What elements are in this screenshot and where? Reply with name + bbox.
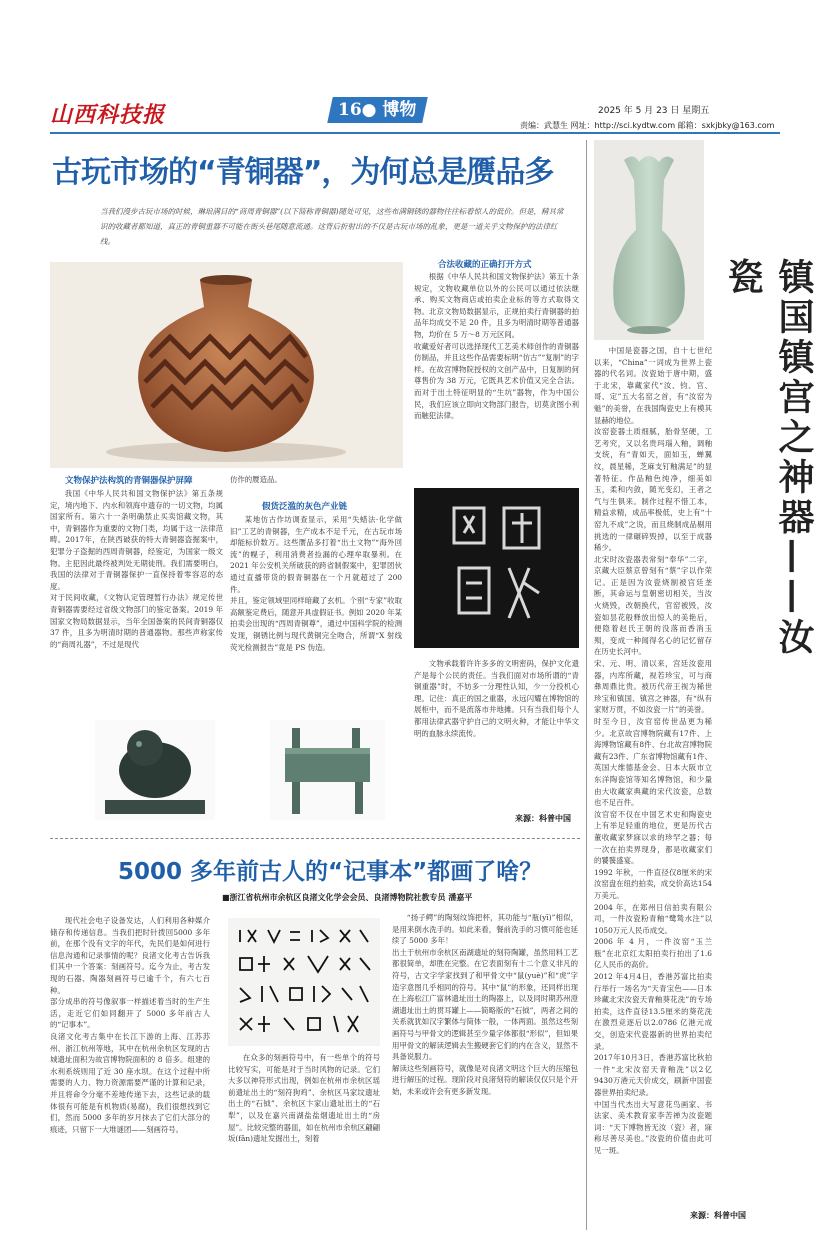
inscription-rubbing-photo <box>414 488 579 648</box>
editor-info: 责编：武慧生 网址：http://sci.kydtw.com 邮箱：sxkjbky@163.com <box>520 121 775 130</box>
bottom-top-rule <box>50 838 580 840</box>
pottery-vessel-photo <box>50 262 403 468</box>
section-heading-law: 文物保护法构筑的青铜器保护屏障 <box>65 476 193 486</box>
issue-date: 2025 年 5 月 23 日 星期五 <box>598 106 710 116</box>
symbol-chart-photo <box>228 918 380 1046</box>
right-article-body: 中国是瓷器之国，自十七世纪以来，“China”一词成为世界上瓷器的代名词。汝瓷始于唐中期，盛于北宋，靠藏家代“汝、钧、官、哥、定”五大名窑之首，有“汝窑为魁”的美誉，在我国陶瓷史上有模其显赫的地位。 汝窑瓷器土质细腻，胎骨坚硬，工艺考究，又以名贵玛瑙入釉，调釉支统，有“青如天，面如玉，蝉翼纹，晨星稀，芝麻支钉釉满足”的显著特征。作品釉色纯净，细美如玉，柔和内敛，随光变幻，王者之气与生俱来。制作过程不惜工本，精益求精，成品率极低，史上有“十窑九不成”之说，而且烧制成品剔用挑选的一律碾碎毁掉，以至于成器稀少。 北宋时汝瓷器表常刻“奉华”二字，京藏大臣蔡京曾刻有“蔡”字以作荣记。正是因为汝瓷烧制被宫廷垄断，其命运与皇朝密切相关，当汝火烧毁，改朝换代，官窑被毁，汝瓷如昙花般释放出惊人的美艳后，便隐着赵氏王朝的没落而香消玉殒，变成一种闻得名心的记忆留存在历史长河中。 宋、元、明、清以来，宫廷汝瓷用器，内库所藏，视若珍宝，可与商彝周鼎比贵。被历代帝王视为稀世珍宝和镇国、镇宫之神器，有“纵有家财万贯，不如汝瓷一片”的美誉。 时至今日，汝官窑传世品更为稀少。北京故宫博物院藏有17件、上海博物馆藏有8件、台北故宫博物院藏有23件、广东省博物馆藏有1件、英国大维德基金会、日本大阪市立东洋陶瓷馆等知名博物馆，和少量由大收藏家典藏的宋代汝瓷，总数也不足百件。 汝官窑不仅在中国艺术史和陶瓷史上有举足轻重的地位，更是历代古董收藏家梦寐以求的珍罕之器；每一次在拍卖界现身，都是收藏家们的饕餮盛宴。 1992 年秋，一件直径仅8厘米的宋汝窑盘在纽约拍卖，成交价高达154万美元。 2004 年，在郑州日信拍卖有限公司，一件汝瓷粉青釉“鹭鸶水注”以1050万元人民币成交。 2006 年 4 月，一件汝窑“玉兰瓶”在北京红太阳拍卖行拍出了1.6亿人民币的高价。 2012 年4月4日，香港苏富比拍卖行举行一场名为“天青宝色——日本珍藏北宋汝瓷天青釉葵花洗”的专场拍卖，这件直径13.5厘米的葵花洗在激烈竞逐后以2.0786 亿港元成交，创造宋代瓷器新的世界拍卖纪录。 2017年10月3日，香港苏富比秋拍一件“北宋汝窑天青釉洗”以2亿9430万港元天价成交，刷新中国瓷器世界拍卖纪录。 中国当代杰出大写意花鸟画家、书法家、美术教育家李苦禅为汝瓷题词：“天下博物皆无汝（瓷）者，寐称尽善尽美也。”汝瓷的价值由此可见一斑。 <box>594 346 712 1155</box>
bottom-headline: 5000 多年前古人的“记事本”都画了啥？ <box>118 859 543 885</box>
header-rule <box>50 132 780 134</box>
right-article-body-continued <box>594 590 780 1202</box>
right-article-credit: 来源：科普中国 <box>690 1211 746 1220</box>
bottom-col2: 在众多的刻画符号中，有一些单个的符号比较写实，可能是对于当时风物的记录。它们大多以神符形式出现，例如在杭州市余杭区瑶前遗址出土的“刻符狗鸡”、余杭区马家坟遗址出土的“石钺”、余杭区卞家山遗址出土的“石犁”，以及在嘉兴南湖盐盐烟遗址出土的“房屋”。比较完整的器皿，如在杭州市余杭区翩翩坂(fǎn)遗址发掘出土，刻着 <box>228 1053 380 1144</box>
ru-ware-vase-photo <box>594 140 704 340</box>
right-article-title: 镇国镇宫之神器——汝瓷 <box>722 258 815 658</box>
section-heading-legal-collecting: 合法收藏的正确打开方式 <box>438 260 532 270</box>
column-divider <box>586 140 587 1230</box>
bronze-ding-photo <box>270 720 385 820</box>
masthead-logo: 山西科技报 <box>50 102 166 128</box>
section2-lead-line: 仿作的赝造品。 <box>230 475 282 484</box>
section-tag: 16● 博物 <box>327 97 428 123</box>
bottom-byline: ■浙江省杭州市余杭区良渚文化学会会员、良渚博物院社教专员 潘嘉平 <box>222 893 473 902</box>
closing-paragraph: 文物承载着许许多多的文明密码，保护文化遗产是每个公民的责任。当我们面对市场所谓的“青铜重器”时，不妨多一分理性认知，少一分投机心理。记住：真正的国之重器，永远闪耀在博物馆的展柜中，而不是流落市井地摊。只有当我们每个人都用法律武器守护自己的文明火种，才能让中华文明的血脉永续流传。 <box>414 659 579 738</box>
article-credit: 来源：科普中国 <box>515 814 571 823</box>
main-headline: 古玩市场的“青铜器”，为何总是赝品多 <box>52 155 554 190</box>
lead-paragraph: 当我们漫步古玩市场的时候，琳琅满目的“商周青铜器”(以下简称青铜器)随处可见，这些布满铜锈的器物往往标着惊人的低价。但是，精具常识的收藏者都知道，真正的青铜重器不可能在街头巷尾随意流通。这背后折射出的不仅是古玩市场的乱象，更是一道关乎文物保护的法律红线。 <box>100 207 564 246</box>
bottom-col3: “扬子鳄”的陶刻纹饰把杯，其功能与“瓶(yī)”相似，是用来倒水洗手的。如此来看，餐前洗手的习惯可能也延续了 5000 多年！ 出土于杭州市余杭区南湖遗址的刻符陶罐，虽然用料工艺都很简单，却胜在完整。在它表面刻有十二个意义非凡的符号，古文字学家找到了和甲骨文中“鼠(yuè)”和“虎”字造字意图几乎相同的符号。其中“鼠”的形象，还同样出现在上海松江广富林遗址出土的陶器上，以及同时期苏州澄湖遗址出土的贯耳罐上——简略版的“石钺”，两者之间的关系就犹如汉字繁体与简体一般，一体两面。虽然这些刻画符号与甲骨文的逻辑甚至少量字体都很“形似”，但如果用甲骨文的解读逻辑去生搬硬套它们的内在含义，显然不具备说服力。 解读这些刻画符号，就像是对良渚文明这个巨大的压缩包进行解压的过程。现阶段对良渚刻符的解读仅仅只是个开始，未来或许会有更多新发现。 <box>392 913 578 1096</box>
bronze-lion-photo <box>95 720 215 820</box>
section-body-industry: 某地仿古作坊调查显示，采用“失蜡法·化学做旧”工艺的青铜器，生产成本不足千元，在古玩市场却能标价数万。这些赝品多打着“出土文物”“海外回流”的幌子，利用消费者捡漏的心理牟取暴利。在 2021 年公安机关所破获的跨省制假案中，犯罪团伙通过直播带货的假青铜器在一个月就超过了 200 件。 并且，鉴定领域里同样暗藏了玄机。个别“专家”收取高额鉴定费后，随意开具虚假证书。例如 2020 年某拍卖会出现的“西周青铜尊”，通过中国科学院的检测发现，铜锈比例与现代黄铜完全吻合，所谓“X 射线荧光检测报告”竟是 PS 伪造。 <box>230 515 402 652</box>
bottom-col1: 现代社会电子设备发达，人们利用各种媒介储存和传递信息。当我们把时针拨回5000 多年前，在那个没有文字的年代，先民们是如何进行信息沟通和记录事情的呢？良渚文化考古告诉我们其中一个答案：刻画符号。迄今为止，考古发现的石器、陶器刻画符号已逾千个，有六七百种。 部分成串的符号像叙事一样描述着当时的生产生活，走近它们如同翻开了 5000 多年前古人的“记事本”。 良渚文化考古集中在长江下游的上海、江苏苏州、浙江杭州等地，其中在杭州余杭区发现的古城遗址面积为故宫博物院面积的 8 倍多。组建的水利系统则用了近 30 座水坝。在这个过程中所需要的人力、物力资源需要严谨的计算和记录，并且将命令分毫不差地传递下去，这些记录的载体很有可能是有机物质(易腐)，我们很想找到它们，然而 5000 多年的岁月抹去了它们大部分的痕迹，只留下一大堆谜团——刻画符号。 <box>50 916 210 1134</box>
section-body-legal-collecting: 根据《中华人民共和国文物保护法》第五十条规定，文物收藏单位以外的公民可以通过依法继承、购买文物商店或拍卖企业标的等方式取得文物。北京文物局数据显示，正规拍卖行青铜器的拍品年均成交不足 20 件，且多为明清时期等普通器物，均价在 5 万～8 万元区间。 收藏爱好者可以选择现代工艺美术师创作的青铜器仿制品，并且这些作品需要标明“仿古”“复制”的字样。在故宫博物院授权的文创产品中，日复制的何尊售价为 38 万元，它既具艺术价值又完全合法。而对于出土特征明显的“生坑”器物，作为中国公民，我们应该立即向文物部门报告，切莫贪图小利而触犯法律。 <box>414 272 579 421</box>
section-body-law: 我国《中华人民共和国文物保护法》第五条规定，境内地下、内水和领海中遗存的一切文物，均属国家所有。第六十一条明确禁止买卖馆藏文物，其中，青铜器作为重要的文物门类，均属于这一法律范畴。2017年，在陕西破获的特大青铜器盗掘案中，犯罪分子盗掘的西周青铜器，经鉴定，为国家一级文物。主犯因此最终被判处无期徒刑。我们需要明白，我国的法律对于青铜器保护一直保持着零容忍的态度。 对于民间收藏，《文物认定管理暂行办法》规定传世青铜器需要经过省级文物部门的鉴定备案。2019 年国家文物局数据显示，当年全国备案的民间青铜器仅 37 件，且多为明清时期的普通器物。那些声称家传的“商周礼器”，不过是现代 <box>50 489 223 649</box>
section-heading-industry: 假货泛滥的灰色产业链 <box>262 502 348 512</box>
